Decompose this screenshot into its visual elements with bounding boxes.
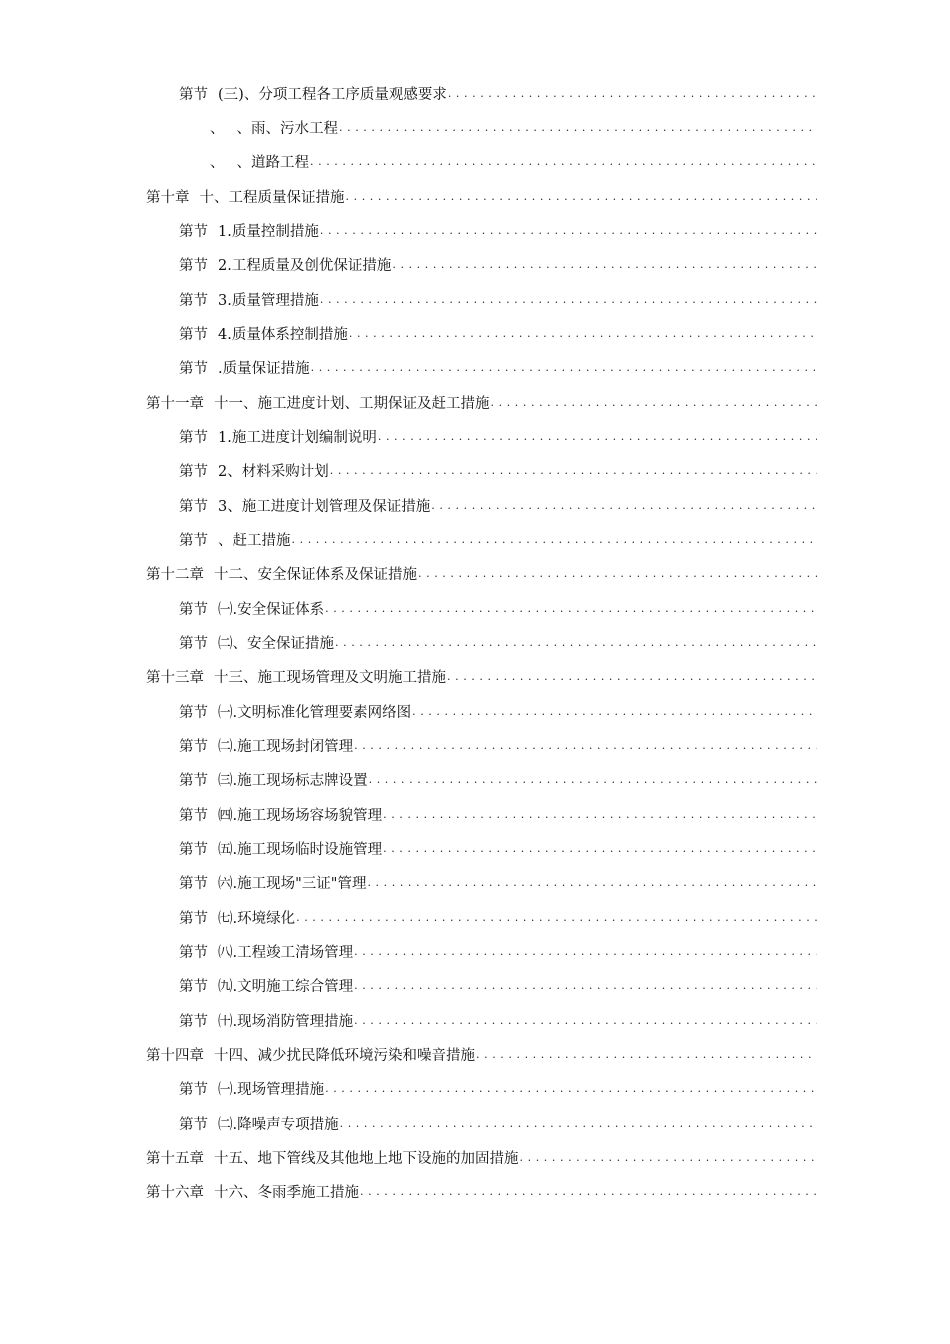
toc-entry-title: 2.工程质量及创优保证措施 (218, 258, 392, 275)
toc-dot-leader (383, 808, 817, 821)
toc-entry-number: 第节 (179, 258, 208, 275)
toc-dot-leader (346, 190, 818, 203)
toc-entry-title: 、雨、污水工程 (236, 120, 338, 137)
toc-entry-line (179, 701, 817, 722)
toc-entry-number: 第节 (179, 86, 208, 103)
toc-entry-chapter[interactable] (0, 660, 950, 694)
toc-entry-section[interactable] (0, 351, 950, 385)
toc-entry-chapter[interactable] (0, 557, 950, 591)
toc-dot-leader (392, 258, 817, 271)
toc-entry-section[interactable] (0, 831, 950, 865)
toc-entry-line (179, 735, 817, 756)
toc-entry-section[interactable] (0, 419, 950, 453)
toc-entry-section[interactable] (0, 900, 950, 934)
toc-entry-section[interactable] (0, 763, 950, 797)
toc-entry-number: 第十五章 (146, 1150, 204, 1167)
toc-dot-leader (447, 670, 817, 683)
toc-entry-chapter[interactable] (0, 1140, 950, 1174)
toc-entry-section[interactable] (0, 934, 950, 968)
toc-entry-section[interactable] (0, 625, 950, 659)
toc-dot-leader (491, 396, 818, 409)
toc-entry-title: 十四、减少扰民降低环境污染和噪音措施 (214, 1047, 475, 1064)
toc-entry-section[interactable] (0, 454, 950, 488)
toc-entry-line (179, 289, 817, 310)
toc-dot-leader (476, 1048, 817, 1061)
toc-entry-title: ㈦.环境绿化 (218, 910, 296, 927)
toc-entry-line (179, 495, 817, 516)
toc-entry-section[interactable] (0, 728, 950, 762)
toc-entry-line (179, 907, 817, 928)
toc-dot-leader (296, 911, 817, 924)
toc-entry-line (146, 666, 817, 687)
toc-entry-line (179, 941, 817, 962)
toc-entry-number: 第节 (179, 807, 208, 824)
toc-entry-section[interactable] (0, 316, 950, 350)
toc-dot-leader (339, 121, 817, 134)
toc-dot-leader (378, 430, 817, 443)
toc-entry-number: 第节 (179, 1082, 208, 1099)
toc-entry-line (179, 529, 817, 550)
toc-entry-section[interactable] (0, 591, 950, 625)
toc-dot-leader (520, 1151, 818, 1164)
toc-entry-line (179, 1010, 817, 1031)
toc-dot-leader (310, 155, 817, 168)
toc-entry-line (179, 357, 817, 378)
toc-entry-title: ㈧.工程竣工清场管理 (218, 944, 354, 961)
toc-entry-section[interactable] (0, 1072, 950, 1106)
toc-entry-section[interactable] (0, 866, 950, 900)
toc-dot-leader (354, 1014, 817, 1027)
toc-entry-chapter[interactable] (0, 179, 950, 213)
toc-entry-line (146, 1044, 817, 1065)
toc-entry-title: ㈩.现场消防管理措施 (218, 1013, 354, 1030)
toc-entry-number: 第节 (179, 910, 208, 927)
toc-entry-number: 第节 (179, 601, 208, 618)
toc-dot-leader (349, 327, 817, 340)
toc-dot-leader (383, 842, 817, 855)
toc-entry-line (179, 598, 817, 619)
toc-dot-leader (335, 636, 817, 649)
toc-dot-leader (369, 773, 817, 786)
toc-entry-title: ㈥.施工现场"三证"管理 (218, 876, 367, 893)
toc-entry-title: 、赶工措施 (218, 532, 291, 549)
toc-entry-section[interactable] (0, 797, 950, 831)
toc-entry-title: ㈠.文明标准化管理要素网络图 (218, 704, 412, 721)
toc-entry-line (179, 254, 817, 275)
toc-entry-title: .质量保证措施 (218, 361, 310, 378)
toc-entry-title: ㈡、安全保证措施 (218, 635, 334, 652)
toc-entry-number: 第十三章 (146, 670, 204, 687)
toc-entry-title: ㈠.安全保证体系 (218, 601, 325, 618)
toc-entry-line (210, 151, 817, 172)
toc-entry-line (146, 1147, 817, 1168)
toc-dot-leader (292, 533, 818, 546)
toc-dot-leader (418, 567, 817, 580)
toc-entry-title: 2、材料采购计划 (218, 464, 329, 481)
toc-entry-title: 3、施工进度计划管理及保证措施 (218, 498, 431, 515)
toc-entry-number: 第节 (179, 464, 208, 481)
toc-dot-leader (367, 876, 817, 889)
toc-entry-number: 第节 (179, 498, 208, 515)
toc-entry-line (179, 426, 817, 447)
toc-entry-title: ㈡.施工现场封闭管理 (218, 738, 354, 755)
toc-entry-line (179, 804, 817, 825)
toc-entry-line (146, 186, 817, 207)
toc-dot-leader (354, 945, 817, 958)
toc-entry-chapter[interactable] (0, 1175, 950, 1209)
toc-entry-number: 第节 (179, 361, 208, 378)
toc-entry-title: ㈢.施工现场标志牌设置 (218, 773, 368, 790)
toc-entry-title: ㈨.文明施工综合管理 (218, 979, 354, 996)
toc-entry-title: 3.质量管理措施 (218, 292, 319, 309)
toc-entry-line (179, 83, 817, 104)
toc-entry-line (179, 220, 817, 241)
toc-entry-number: 第节 (179, 326, 208, 343)
toc-entry-section[interactable] (0, 213, 950, 247)
toc-entry-title: 、道路工程 (236, 155, 309, 172)
toc-entry-sub[interactable] (0, 145, 950, 179)
toc-entry-section[interactable] (0, 969, 950, 1003)
toc-entry-number: 第节 (179, 532, 208, 549)
toc-dot-leader (330, 464, 817, 477)
toc-dot-leader (354, 979, 817, 992)
toc-entry-title: 十三、施工现场管理及文明施工措施 (214, 670, 446, 687)
toc-dot-leader (325, 1082, 817, 1095)
toc-entry-title: 1.质量控制措施 (218, 223, 319, 240)
toc-entry-title: 1.施工进度计划编制说明 (218, 429, 377, 446)
toc-entry-chapter[interactable] (0, 1037, 950, 1071)
toc-entry-number: 第节 (179, 738, 208, 755)
toc-dot-leader (448, 87, 817, 100)
toc-entry-number: 第节 (179, 841, 208, 858)
toc-entry-line (179, 460, 817, 481)
toc-entry-line (179, 1113, 817, 1134)
toc-dot-leader (320, 224, 817, 237)
toc-entry-title: 十一、施工进度计划、工期保证及赶工措施 (214, 395, 490, 412)
toc-dot-leader (311, 361, 817, 374)
toc-entry-number: 第节 (179, 773, 208, 790)
toc-entry-number: 第节 (179, 223, 208, 240)
toc-entry-number: 第十六章 (146, 1185, 204, 1202)
toc-entry-line (146, 563, 817, 584)
toc-entry-section[interactable] (0, 488, 950, 522)
toc-entry-sub[interactable] (0, 110, 950, 144)
toc-entry-title: ㈣.施工现场场容场貌管理 (218, 807, 383, 824)
toc-entry-number: 第节 (179, 429, 208, 446)
toc-entry-chapter[interactable] (0, 385, 950, 419)
toc-entry-number: 、 (210, 120, 225, 137)
toc-entry-line (179, 975, 817, 996)
toc-entry-line (146, 1181, 817, 1202)
toc-entry-number: 第节 (179, 1013, 208, 1030)
toc-dot-leader (431, 499, 817, 512)
toc-entry-line (179, 1078, 817, 1099)
table-of-contents (0, 76, 950, 1209)
toc-entry-title: ㈡.降噪声专项措施 (218, 1116, 339, 1133)
toc-entry-line (179, 323, 817, 344)
toc-entry-line (210, 117, 817, 138)
toc-entry-section[interactable] (0, 522, 950, 556)
toc-dot-leader (360, 1185, 817, 1198)
toc-entry-number: 、 (210, 155, 225, 172)
toc-entry-line (179, 632, 817, 653)
toc-entry-line (179, 872, 817, 893)
toc-dot-leader (354, 739, 817, 752)
toc-entry-title: 十、工程质量保证措施 (199, 189, 345, 206)
toc-entry-number: 第节 (179, 979, 208, 996)
toc-entry-line (179, 838, 817, 859)
toc-entry-line (179, 769, 817, 790)
toc-entry-title: ㈠.现场管理措施 (218, 1082, 325, 1099)
toc-entry-title: ㈤.施工现场临时设施管理 (218, 841, 383, 858)
toc-dot-leader (325, 602, 817, 615)
toc-dot-leader (340, 1117, 817, 1130)
toc-entry-number: 第节 (179, 704, 208, 721)
toc-entry-number: 第节 (179, 1116, 208, 1133)
toc-entry-number: 第十四章 (146, 1047, 204, 1064)
toc-entry-number: 第十一章 (146, 395, 204, 412)
toc-entry-number: 第节 (179, 292, 208, 309)
toc-entry-section[interactable] (0, 694, 950, 728)
toc-dot-leader (412, 705, 817, 718)
toc-entry-title: 4.质量体系控制措施 (218, 326, 348, 343)
toc-entry-section[interactable] (0, 76, 950, 110)
toc-entry-section[interactable] (0, 282, 950, 316)
toc-entry-section[interactable] (0, 1003, 950, 1037)
toc-dot-leader (320, 293, 817, 306)
toc-entry-title: (三)、分项工程各工序质量观感要求 (218, 86, 447, 103)
toc-entry-number: 第十章 (146, 189, 190, 206)
toc-entry-title: 十二、安全保证体系及保证措施 (214, 567, 417, 584)
toc-entry-line (146, 392, 817, 413)
toc-entry-title: 十六、冬雨季施工措施 (214, 1185, 359, 1202)
toc-entry-number: 第节 (179, 876, 208, 893)
toc-entry-title: 十五、地下管线及其他地上地下设施的加固措施 (214, 1150, 519, 1167)
toc-entry-section[interactable] (0, 1106, 950, 1140)
toc-entry-number: 第节 (179, 944, 208, 961)
toc-entry-number: 第十二章 (146, 567, 204, 584)
toc-entry-number: 第节 (179, 635, 208, 652)
toc-entry-section[interactable] (0, 248, 950, 282)
